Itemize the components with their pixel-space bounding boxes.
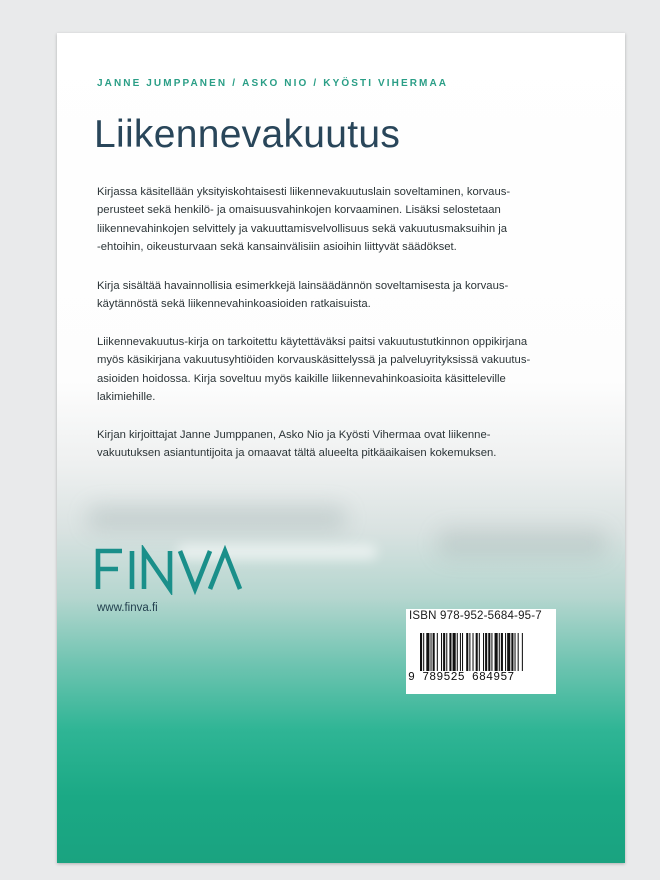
description-paragraph — [97, 183, 577, 257]
text-line: Kirjan kirjoittajat Janne Jumppanen, Asko Nio ja Kyösti Vihermaa ovat liikenne- — [97, 429, 491, 441]
text-line: liikennevahinkojen selvittely ja vakuuttamisvelvollisuus sekä vakuutusmaksuihin ja — [97, 222, 508, 235]
description-paragraph — [97, 277, 577, 314]
isbn-number: ISBN 978-952-5684-95-7 — [409, 610, 542, 622]
barcode-digits: 9 789525 684957 — [408, 671, 515, 684]
barcode — [420, 633, 555, 671]
author-separator: / — [313, 78, 319, 89]
author-line — [97, 78, 597, 89]
author-bio-paragraph — [97, 426, 577, 463]
text-line: Liikennevakuutus-kirja on tarkoitettu käytettäväksi paitsi vakuutustutkinnon oppikirjana — [97, 336, 528, 348]
text-line: asioiden hoidossa. Kirja soveltuu myös kaikille liikennevahinkoasioita käsitteleville — [97, 372, 506, 385]
text-line: käytännöstä sekä liikennevahinkoasioiden ratkaisuista. — [97, 298, 371, 311]
text-line: Kirjassa käsitellään yksityiskohtaisesti liikennevakuutuslain soveltaminen, korvaus- — [97, 186, 511, 198]
text-line: lakimiehille. — [97, 391, 156, 404]
author-name: JANNE JUMPPANEN — [97, 78, 228, 89]
author-separator: / — [232, 78, 238, 89]
author-name: ASKO NIO — [242, 78, 309, 89]
isbn-label — [406, 609, 556, 694]
description-paragraph — [97, 333, 577, 407]
book-title: Liikennevakuutus — [94, 113, 401, 156]
text-line: perusteet sekä henkilö- ja omaisuusvahinkojen korvaaminen. Lisäksi selostetaan — [97, 204, 501, 217]
text-line: -ehtoihin, oikeusturvaan sekä kansainvälisiin asioihin liittyvät säädökset. — [97, 241, 457, 254]
text-line: myös käsikirjana vakuutusyhtiöiden korvauskäsittelyssä ja palveluyrityksissä vakuutus- — [97, 354, 531, 367]
book-back-cover — [57, 33, 625, 863]
text-line: Kirja sisältää havainnollisia esimerkkejä lainsäädännön soveltamisesta ja korvaus- — [97, 280, 509, 292]
publisher-website: www.finva.fi — [97, 602, 158, 614]
author-name: KYÖSTI VIHERMAA — [323, 78, 449, 89]
finva-logo — [94, 545, 244, 595]
background-blur — [87, 505, 347, 531]
background-blur — [437, 528, 607, 558]
text-line: vakuutuksen asiantuntijoita ja omaavat tältä alueelta pitkäaikaisen kokemuksen. — [97, 447, 497, 460]
